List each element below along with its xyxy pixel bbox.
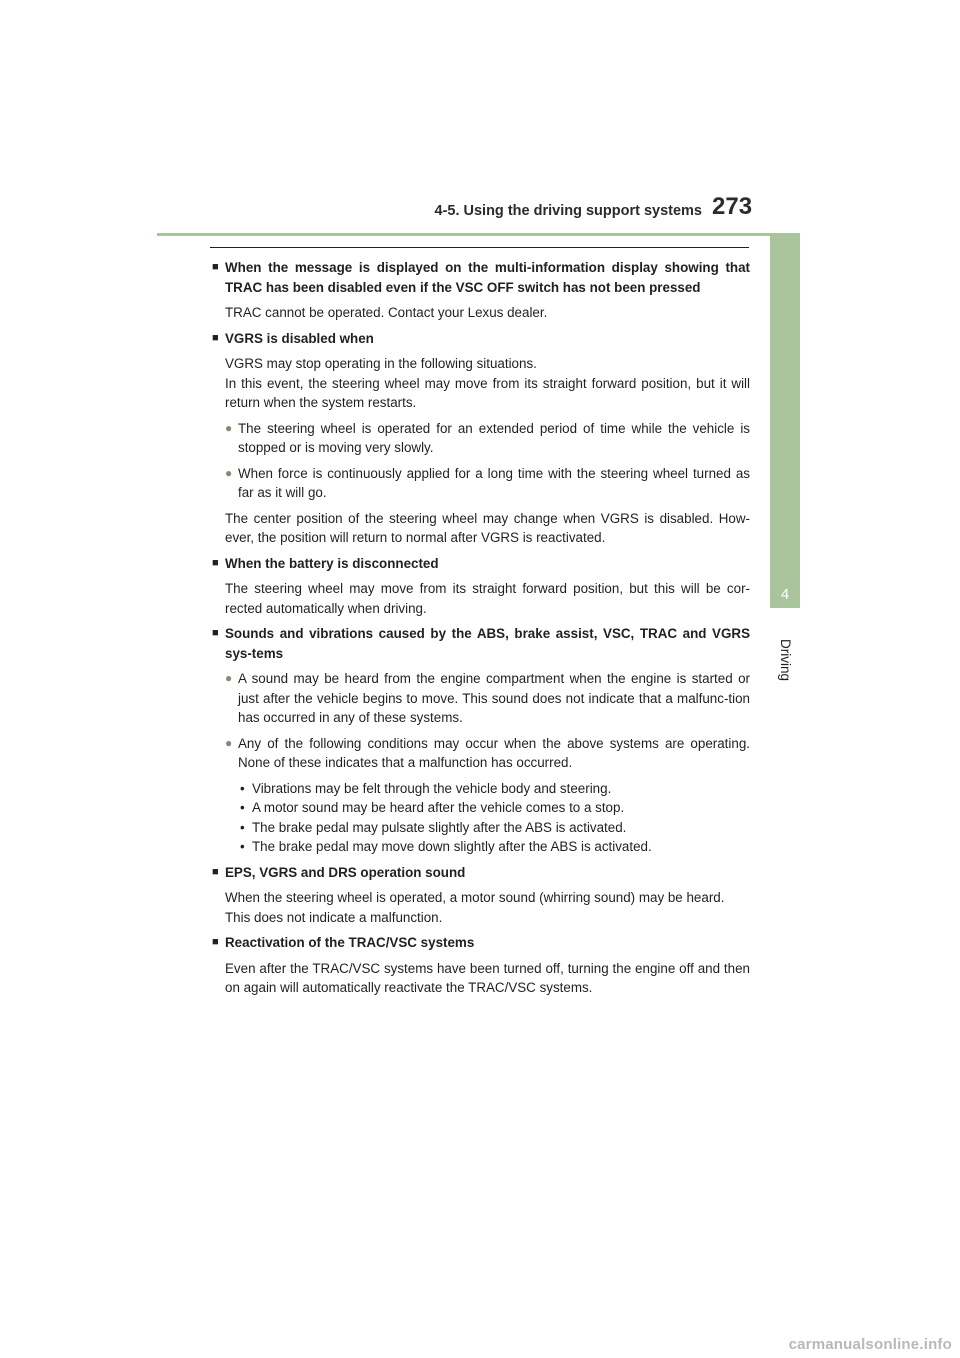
paragraph-line: When the steering wheel is operated, a motor sound (whirring sound) may be heard.	[225, 890, 725, 905]
section-title: 4-5. Using the driving support systems	[434, 203, 702, 219]
paragraph: Even after the TRAC/VSC systems have been turned off, turning the engine off and then on again will automatically reactivate the TRAC/VSC systems.	[225, 960, 750, 995]
sub-bullet-item	[238, 818, 750, 838]
square-icon: ■	[212, 865, 219, 878]
dot-icon: •	[240, 780, 245, 796]
paragraph: The steering wheel may move from its straight forward position, but this will be cor-rected automatically when driving.	[225, 581, 750, 616]
square-icon: ■	[212, 261, 219, 273]
square-icon: ■	[212, 556, 219, 569]
bullet-text: The steering wheel is operated for an extended period of time while the vehicle is stopped or is moving very slowly.	[238, 420, 750, 455]
dot-icon: •	[240, 819, 245, 835]
sub-bullet-item	[238, 837, 750, 857]
dot-icon: •	[240, 800, 245, 815]
section-heading	[212, 933, 750, 953]
heading-text: Sounds and vibrations caused by the ABS, brake assist, VSC, TRAC and VGRS sys-tems	[225, 626, 750, 661]
chapter-number: 4	[780, 586, 790, 603]
sub-bullet-item	[238, 798, 750, 818]
paragraph-line: This does not indicate a malfunction.	[225, 909, 443, 925]
sub-bullet-text: Vibrations may be felt through the vehicle body and steering.	[252, 780, 612, 796]
dot-icon: •	[240, 839, 245, 854]
paragraph	[225, 354, 750, 413]
sub-bullet-text: A motor sound may be heard after the vehicle comes to a stop.	[252, 800, 625, 815]
content-divider	[210, 247, 749, 248]
paragraph: TRAC cannot be operated. Contact your Lexus dealer.	[225, 305, 548, 320]
sub-bullet-text: The brake pedal may move down slightly after the ABS is activated.	[252, 839, 652, 854]
sub-bullet-item	[238, 779, 750, 799]
paragraph-line: In this event, the steering wheel may move from its straight forward position, but it will return when the system restarts.	[225, 375, 750, 410]
bullet-item	[225, 419, 750, 458]
bullet-item	[225, 734, 750, 773]
circle-icon: ●	[225, 465, 233, 480]
circle-icon: ●	[225, 735, 233, 750]
heading-text: VGRS is disabled when	[225, 330, 374, 346]
bullet-item	[225, 464, 750, 503]
paragraph	[225, 888, 750, 927]
section-heading	[212, 329, 750, 349]
section-heading	[212, 258, 750, 297]
sub-bullet-text: The brake pedal may pulsate slightly after the ABS is activated.	[252, 819, 627, 835]
page-body	[212, 258, 750, 998]
sub-bullet-list	[238, 779, 750, 857]
square-icon: ■	[212, 627, 219, 639]
heading-text: Reactivation of the TRAC/VSC systems	[225, 935, 475, 950]
paragraph-line: VGRS may stop operating in the following situations.	[225, 356, 537, 371]
bullet-text: A sound may be heard from the engine compartment when the engine is started or just after the vehicle begins to move. This sound does not indicate that a malfunc-tion has occurred in any of these systems.	[238, 671, 750, 725]
header-divider	[157, 233, 800, 236]
chapter-label: Driving	[778, 638, 793, 681]
bullet-item	[225, 669, 750, 728]
section-heading	[212, 624, 750, 663]
page-number: 273	[712, 193, 753, 220]
bullet-text: Any of the following conditions may occur when the above systems are operating. None of these indicates that a malfunction has occurred.	[238, 735, 750, 770]
square-icon: ■	[212, 936, 219, 948]
heading-text: When the battery is disconnected	[225, 555, 439, 571]
section-heading	[212, 863, 750, 883]
heading-text: EPS, VGRS and DRS operation sound	[225, 864, 466, 880]
site-watermark: carmanualsonline.info	[788, 1336, 952, 1353]
heading-text: When the message is displayed on the multi-information display showing that TRAC has been disabled even if the VSC OFF switch has not been pressed	[225, 260, 750, 295]
circle-icon: ●	[225, 671, 233, 685]
square-icon: ■	[212, 331, 219, 344]
bullet-text: When force is continuously applied for a long time with the steering wheel turned as far as it will go.	[238, 465, 750, 500]
chapter-tab	[770, 233, 800, 608]
section-heading	[212, 554, 750, 574]
circle-icon: ●	[225, 420, 233, 435]
paragraph: The center position of the steering wheel may change when VGRS is disabled. How-ever, the position will return to normal after VGRS is reactivated.	[225, 510, 750, 545]
